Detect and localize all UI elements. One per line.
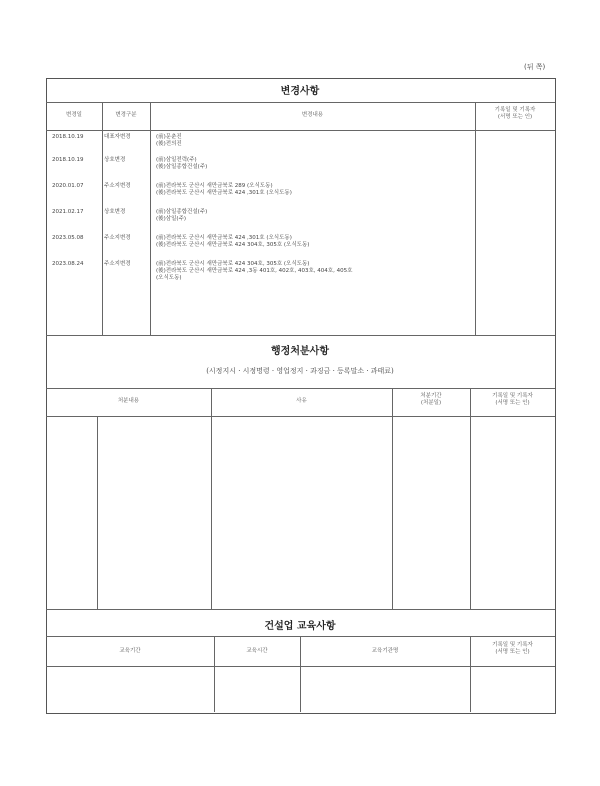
divider — [211, 388, 212, 609]
row-type: 상호변경 — [104, 157, 126, 163]
row-type: 주소지변경 — [104, 261, 131, 267]
header-content: 변경내용 — [301, 112, 324, 118]
admin-header-period-sub: (처분일) — [420, 400, 442, 406]
row-line: (前)전라북도 군산시 새만금북로 424 304호, 305호 (오식도동) — [156, 261, 310, 267]
row-date: 2021.02.17 — [52, 209, 84, 215]
row-line: (前)문춘진 — [156, 134, 182, 140]
row-date: 2023.05.08 — [52, 235, 84, 241]
divider — [102, 102, 103, 335]
row-date: 2023.08.24 — [52, 261, 84, 267]
admin-header-recorder: 기록일 및 기록자 — [492, 393, 533, 399]
divider — [46, 388, 555, 389]
row-line: (後)전라북도 군산시 새만금북로 424 ,301호 (오식도동) — [156, 190, 292, 196]
header-recorder-sub: (서명 또는 인) — [497, 114, 533, 120]
divider — [46, 416, 555, 417]
row-line: (後)삼일(주) — [156, 216, 187, 222]
row-line: (後)삼일종합건설(주) — [156, 164, 208, 170]
changes-title: 변경사항 — [280, 86, 320, 97]
edu-header-hours: 교육시간 — [246, 648, 268, 654]
row-type: 주소지변경 — [104, 235, 131, 241]
edu-header-period: 교육기간 — [119, 648, 141, 654]
divider — [150, 102, 151, 335]
row-line: (後)전의진 — [156, 141, 182, 147]
row-date: 2018.10.19 — [52, 157, 84, 163]
row-line: (前)삼일종합건설(주) — [156, 209, 208, 215]
admin-title: 행정처분사항 — [271, 346, 329, 357]
edu-header-recorder-sub: (서명 또는 인) — [495, 649, 530, 655]
edu-header-institution: 교육기관명 — [371, 648, 399, 654]
row-type: 주소지변경 — [104, 183, 131, 189]
row-line: (前)전라북도 군산시 새만금북로 289 (오식도동) — [156, 183, 273, 189]
admin-subtitle: (시정지시 · 시정명령 · 영업정지 · 과징금 · 등록말소 · 과태료) — [206, 367, 394, 375]
row-date: 2020.01.07 — [52, 183, 84, 189]
header-recorder: 기록일 및 기록자 — [494, 107, 536, 113]
divider — [46, 102, 555, 103]
divider — [475, 102, 476, 335]
admin-header-recorder-sub: (서명 또는 인) — [495, 400, 530, 406]
divider — [470, 388, 471, 609]
page-marker: (뒤 쪽) — [524, 63, 546, 71]
divider — [392, 388, 393, 609]
row-line: (前)삼일전력(주) — [156, 157, 197, 163]
row-line: (後)전라북도 군산시 새만금북로 424 304호, 305호 (오식도동) — [156, 242, 310, 248]
admin-header-content: 처분내용 — [117, 398, 140, 404]
header-type: 변경구분 — [115, 112, 137, 118]
row-date: 2018.10.19 — [52, 134, 84, 140]
divider — [46, 609, 555, 610]
edu-header-recorder: 기록일 및 기록자 — [492, 642, 533, 648]
divider — [46, 130, 555, 131]
row-type: 상호변경 — [104, 209, 126, 215]
row-line: (後)전라북도 군산시 새만금북로 424 ,3동 401호, 402호, 403호, 404호, 405호 — [156, 268, 353, 274]
admin-header-period: 처분기간 — [420, 393, 442, 399]
education-title: 건설업 교육사항 — [264, 621, 336, 632]
header-date: 변경일 — [66, 112, 82, 118]
row-line: (前)전라북도 군산시 새만금북로 424 ,301호 (오식도동) — [156, 235, 292, 241]
divider — [46, 335, 555, 336]
row-type: 대표자변경 — [104, 134, 131, 140]
divider — [97, 416, 98, 609]
admin-header-reason: 사유 — [296, 398, 307, 404]
row-line: (오식도동) — [156, 275, 182, 281]
